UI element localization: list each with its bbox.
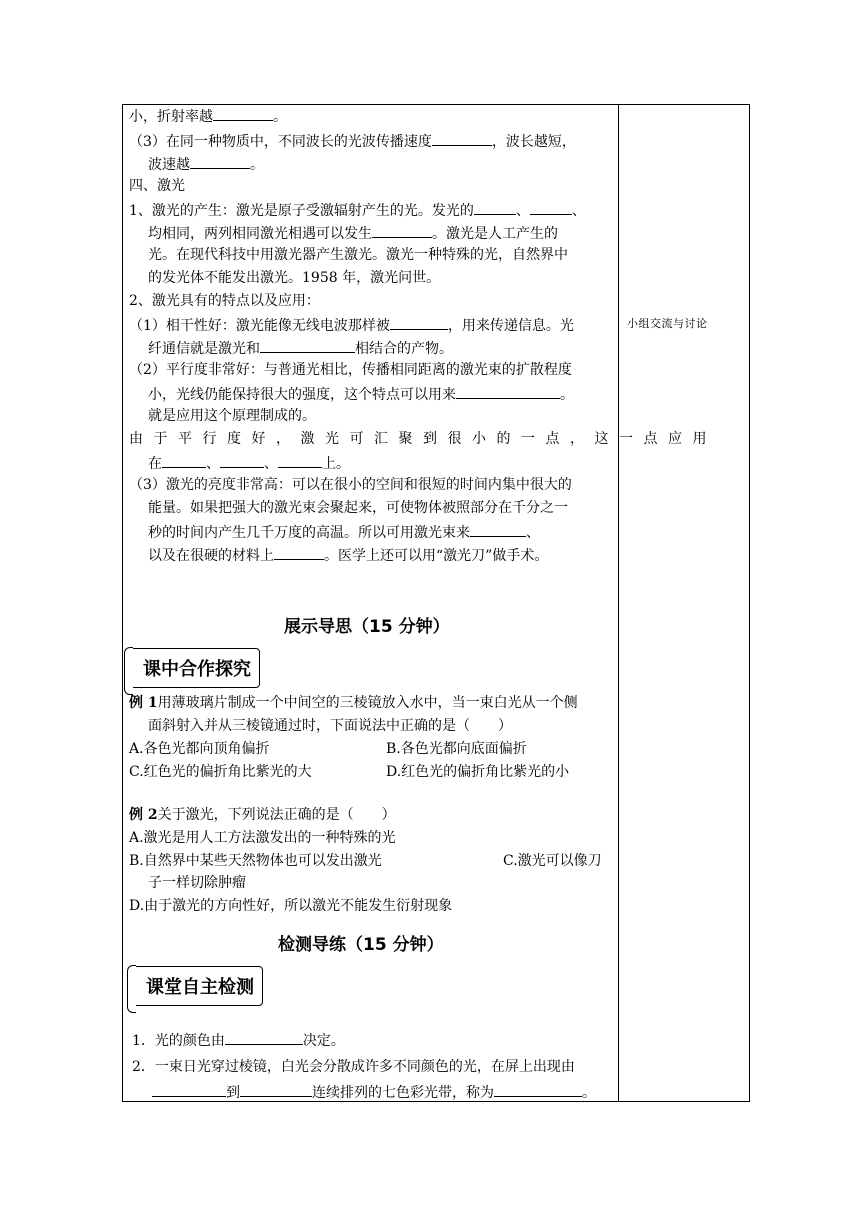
line-4: 四、激光 bbox=[129, 178, 185, 194]
section-title-practice: 检测导练（15 分钟） bbox=[278, 935, 444, 955]
blank[interactable] bbox=[162, 453, 206, 468]
line-7: 光。在现代科技中用激光器产生激光。激光一种特殊的光，自然界中 bbox=[148, 247, 568, 263]
blank[interactable] bbox=[530, 200, 572, 215]
line-16: 在 、 、 上。 bbox=[148, 453, 350, 473]
line-11: 纤通信就是激光和 相结合的产物。 bbox=[148, 338, 453, 358]
blank[interactable] bbox=[494, 1082, 582, 1097]
line-2: （3）在同一种物质中，不同波长的光波传播速度 ，波长越短， bbox=[129, 131, 576, 151]
blank[interactable] bbox=[220, 453, 264, 468]
section-title-display: 展示导思（15 分钟） bbox=[284, 617, 450, 637]
line-20: 以及在很硬的材料上 。医学上还可以用“激光刀”做手术。 bbox=[148, 545, 548, 565]
blank[interactable] bbox=[432, 131, 492, 146]
banner-label: 课堂自主检测 bbox=[146, 977, 254, 998]
blank[interactable] bbox=[240, 1082, 312, 1097]
blank[interactable] bbox=[470, 522, 526, 537]
blank[interactable] bbox=[474, 200, 516, 215]
blank[interactable] bbox=[372, 223, 432, 238]
ex1-option-d[interactable]: D.红色光的偏折角比紫光的小 bbox=[386, 764, 570, 780]
blank[interactable] bbox=[274, 545, 324, 560]
line-8: 的发光体不能发出激光。1958 年，激光问世。 bbox=[148, 270, 441, 286]
banner-cooperative-inquiry bbox=[130, 648, 260, 688]
scroll-curl-icon bbox=[127, 965, 136, 1013]
line-10: （1）相干性好：激光能像无线电波那样被 ，用来传递信息。光 bbox=[129, 315, 574, 335]
ex1-label: 例 1 bbox=[129, 695, 158, 711]
ex2-option-c-cont: 子一样切除肿瘤 bbox=[148, 875, 246, 891]
line-6: 均相同，两列相同激光相遇可以发生 。激光是人工产生的 bbox=[148, 223, 558, 243]
ex2-option-b[interactable]: B.自然界中某些天然物体也可以发出激光 bbox=[129, 853, 382, 869]
blank[interactable] bbox=[278, 453, 322, 468]
ex1-option-a[interactable]: A.各色光都向顶角偏折 bbox=[129, 741, 270, 757]
test-q2: 2．一束日光穿过棱镜，白光会分散成许多不同颜色的光，在屏上出现由 bbox=[132, 1059, 575, 1075]
line-12: （2）平行度非常好：与普通光相比，传播相同距离的激光束的扩散程度 bbox=[129, 362, 572, 378]
line-18: 能量。如果把强大的激光束会聚起来，可使物体被照部分在千分之一 bbox=[148, 500, 568, 516]
line-9: 2、激光具有的特点以及应用： bbox=[129, 293, 320, 309]
ex1-question-line-1: 例 1用薄玻璃片制成一个中间空的三棱镜放入水中，当一束白光从一个侧 bbox=[129, 695, 578, 711]
blank[interactable] bbox=[190, 154, 250, 169]
ex2-label: 例 2 bbox=[129, 807, 158, 823]
ex2-option-a[interactable]: A.激光是用人工方法激发出的一种特殊的光 bbox=[129, 830, 396, 846]
blank[interactable] bbox=[260, 338, 355, 353]
banner-self-check bbox=[133, 966, 263, 1006]
ex2-option-d[interactable]: D.由于激光的方向性好，所以激光不能发生衍射现象 bbox=[129, 898, 453, 914]
ex1-question-line-2: 面斜射入并从三棱镜通过时，下面说法中正确的是（ ） bbox=[148, 718, 512, 734]
ex1-option-b[interactable]: B.各色光都向底面偏折 bbox=[386, 741, 527, 757]
line-17: （3）激光的亮度非常高：可以在很小的空间和很短的时间内集中很大的 bbox=[129, 477, 572, 493]
ex1-option-c[interactable]: C.红色光的偏折角比紫光的大 bbox=[129, 764, 312, 780]
ex2-question: 例 2关于激光，下列说法正确的是（ ） bbox=[129, 807, 396, 823]
line-15: 由于平行度好，激光可汇聚到很小的一点，这一点应用 bbox=[129, 431, 717, 447]
scroll-curl-icon bbox=[124, 647, 133, 695]
blank[interactable] bbox=[225, 1030, 303, 1045]
column-divider bbox=[618, 104, 619, 1102]
line-14: 就是应用这个原理制成的。 bbox=[148, 408, 316, 424]
side-note: 小组交流与讨论 bbox=[627, 317, 708, 330]
blank[interactable] bbox=[152, 1082, 226, 1097]
blank[interactable] bbox=[390, 315, 448, 330]
test-q2-cont: 到 连续排列的七色彩光带，称为 。 bbox=[152, 1082, 596, 1102]
banner-label: 课中合作探究 bbox=[143, 659, 251, 680]
test-q1: 1．光的颜色由 决定。 bbox=[132, 1030, 345, 1050]
blank[interactable] bbox=[456, 384, 560, 399]
ex2-option-c[interactable]: C.激光可以像刀 bbox=[503, 853, 602, 869]
line-5: 1、激光的产生：激光是原子受激辐射产生的光。发光的 、 、 bbox=[129, 200, 586, 220]
line-13: 小，光线仍能保持很大的强度，这个特点可以用来 。 bbox=[148, 384, 574, 404]
line-3: 波速越 。 bbox=[148, 154, 264, 174]
line-1: 小，折射率越 。 bbox=[129, 106, 287, 126]
line-19: 秒的时间内产生几千万度的高温。所以可用激光束来 、 bbox=[148, 522, 540, 542]
blank[interactable] bbox=[213, 106, 273, 121]
